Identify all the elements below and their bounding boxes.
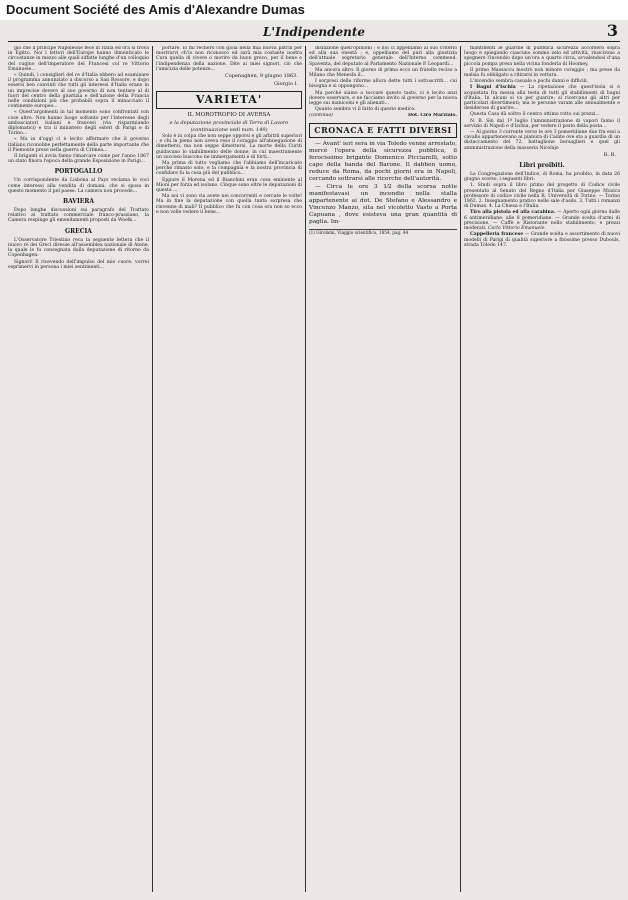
article-paragraph: Dopo lunghe discussioni sui paragrafo del Trattato relativo al trattato commerciale franco-prussiano, la Camera respinge gli emendamenti proposti da Woelk... bbox=[8, 208, 149, 224]
article-paragraph: La Congregazione dell'Indice, di Roma, ha proibito, in data 26 giugno scorso, i seguenti libri: bbox=[464, 172, 620, 183]
cronaca-header: CRONACA E FATTI DIVERSI bbox=[309, 123, 457, 138]
tiro-name: Carlo Vittorio Emanuele. bbox=[487, 226, 546, 232]
section-heading-portogallo: PORTOGALLO bbox=[54, 168, 103, 176]
section-heading-baviera: BAVIERA bbox=[63, 198, 94, 206]
tiro-heading: Tiro alla pistola ed alla carabina. bbox=[470, 210, 556, 216]
newspaper-title: L'Indipendente bbox=[262, 25, 366, 39]
article-paragraph: disfazione quell'opinioni ; e noi ci appelliamo al suo criterio ed alla sua onestà ; e, oppelliamo del pari alla giustizia dell'attuale segretario generale dell'Interno commend. Spaventa, del deputato al Parlamento Nazionale P. Leopardi... bbox=[309, 46, 457, 67]
footnote: (1) Girolami, Viaggio scientifico, 1854, pag. 44 bbox=[309, 229, 457, 236]
article-paragraph: Un corrispondente da Lisbona al Pays reclama le voci come interessi alla vendita di domani, che si sposa in questo momento il pel paese. La camera non procede... bbox=[8, 178, 149, 194]
article-paragraph: — Al giorno 3 corrente verso le ore 3 pomeridiane due fra essi a cavallo appartenevano ai pianura di Cainte ove sta a guardia di un distaccamento del 72, battaglione bersaglieri e quel gli amministrazione della masseria Nicolajo bbox=[464, 130, 620, 151]
signature-place: Copenaghen, 9 giugno 1863. bbox=[224, 73, 298, 80]
column-3 bbox=[309, 46, 457, 894]
article-paragraph: Quanto sembra vi il fatto di questo medico. bbox=[315, 107, 416, 113]
article-paragraph: Signori! Il ricevendo dell'impulso del mio cuore, vorrei esprimervi in persona i miei sentimenti... bbox=[8, 259, 149, 270]
article-paragraph: Eppure il Morena ed il Bianchini eran cosa eminente al Mioni per forza ed isolano. Cinque sono oltre le deputazioni di questa ... bbox=[156, 177, 302, 193]
article-paragraph: « Quest'argomenti in tal momento sono confrontati con cose altre. Non hanno luogo soltanto per l'interesse degli ambasciatori italiani e francesi (via risparmiando diplomatici) e tra il ministero degli esteri di Parigi e di Torino... bbox=[8, 110, 149, 137]
column-1 bbox=[8, 46, 149, 894]
continua-label: (continua) bbox=[309, 113, 333, 119]
libri-heading: Libri proibiti. bbox=[519, 162, 565, 170]
article-byline bbox=[309, 113, 457, 118]
tiro-text: — Aperto ogni giorno dalle 6 antimeridiane, alle 8 pomeridiane. — Grande scelta d'armi di precisione. — Caffè e Ristorante nello stabilimento, e prezzi moderati. bbox=[464, 210, 620, 232]
signature-name: Giorgio I. bbox=[274, 81, 298, 88]
article-paragraph: mantinenti le guardie di pubblica sicurezza accorsero sopra luogo e spiegando ciascuno sommo zelo ed attività, riuscirono a spegnere l'incendio dopo un'ora e quarto circa, avvalendosi d'una piccola pompa presa nella vicina fonderia di Hoomey. bbox=[464, 46, 620, 67]
article-paragraph: portare. Io mi recherò con gioia nella mia nuova patria per mostrarvi ch'io non riconosco ed sarà mia costante nostra Cura quella di vivere o morire da buon greco, per il bene e l'indipendenza della nazione. Dite ai miei signori, ciò che l'amicizia delle potenze... bbox=[156, 46, 302, 72]
article-paragraph: « Ma in d'oggi ci è lecito affermare che il governo italiano riconobbe perfettamente della parte importante che il Piemonte prese nella guerra di Crimea... bbox=[8, 137, 149, 153]
bagni-heading: I Bagni d'Ischia bbox=[470, 85, 516, 91]
article-paragraph: L'incendio sembra casuale e pochi danni e difficili. bbox=[470, 79, 589, 85]
varieta-line: e la deputazione provinciale di Terra di Lavoro bbox=[169, 119, 289, 126]
author-name: Dot. Ciro Marzialo. bbox=[408, 113, 457, 119]
varieta-subtitle: IL MOROTROFIO DI AVERSA bbox=[187, 112, 271, 119]
article-paragraph: Ma noi vi sono via avete nei concorrenti e cercate le volte! Ma in fine la deputazione con quella tanta sorpresa che rinvenne di mali? Il pubblico che fu con cosa ora non so ecco e non volle vedere il bene... bbox=[156, 194, 302, 215]
ad-tiro bbox=[464, 210, 620, 231]
column-divider bbox=[460, 46, 461, 892]
article-paragraph: Questa Casa dà soltro il centro ottimo rotto sui prezzi... bbox=[470, 112, 600, 118]
column-divider bbox=[305, 46, 306, 892]
article-paragraph: Solo è in colpa che non seppe opporsi e gli arbitrii superiori ; e chi in pieno non aveva reso il coraggio all'abnegazione di dimettersi, ma non seppe dimettersi. La morte della Curiti guidavano lo stabilimento delle donne, in cui maestramente un succeso buscono ne immergamenti e di forti... bbox=[156, 133, 302, 160]
signature: R. R. bbox=[603, 151, 616, 158]
column-2 bbox=[156, 46, 302, 894]
newspaper-page bbox=[0, 20, 628, 900]
masthead bbox=[8, 22, 620, 42]
varieta-header: VARIETA' bbox=[156, 91, 302, 109]
article-paragraph: Il briganti si avvia fanno rimarcare come per l'anno 1867 un stato finora l'epoca della grande Esposizione in Parigi... bbox=[8, 154, 149, 165]
page-number: 3 bbox=[606, 21, 618, 40]
article-paragraph: Ma prima di tutto vogliamo che l'abbiamo dell'incaricato perché rimasto solo, e la compagnia e la nostra provincia di confidare fu la cosa più del pubblico... bbox=[156, 160, 302, 177]
news-item: — Avant' ieri sera in via Toledo venne arrestato, mercè l'opera della sicurezza pubblica, il ferocissimo brigante Domenico Picciarelli, sotto capo della banda del Barone. Il dabben uomo, reduce da Roma, da pochi giorni era in Napoli, cercando sottrarsi alle ricerche dell'autorità. bbox=[309, 140, 457, 182]
watermark-label: Document Société des Amis d'Alexandre Dumas bbox=[0, 0, 628, 20]
cappelleria-text: — Grande scelta e assortimento di nuovi modelli di Parigi di qualità superiore a finissime presso Dubouls, strada Toledo 147. bbox=[464, 232, 620, 248]
article-paragraph bbox=[464, 85, 620, 111]
section-heading-grecia: GRECIA bbox=[65, 227, 92, 235]
article-paragraph: Ma perché siamo a toccare questo tasto, ci è lecito anzi dovere osservare, e ne facciamo invito al governo per la nuova legge sui manicomi e gli alienati... bbox=[309, 90, 457, 107]
bagni-text: — La ripetazione che quest'isola si è acquistata fra messa alla testa di tutti gli stabilimenti di bagni d'Italia. In alcuni si va per guarire; si ricercano gli altri per particolari divertimenti; ma le persone varam alle annualmente e desiderose di guarire... bbox=[464, 85, 620, 112]
article-paragraph: Il primo Massaccu mostrò non minore coraggio ; ma prese da malsia fu obbligato a ritirarsi in vettura. bbox=[464, 67, 620, 79]
article-paragraph: gio che il principe Napoleone fece in Italia ed ora si trova in Egitto. Noi i lettori dell'Europe hanno dimenticato le circostanze in mezzo alle quali siffatte lunghe d'un colloquio del cugino dell'imperatore del Francesi col re Vittorio Emanuele... bbox=[8, 46, 149, 72]
article-note: N. B. Sin dal 1º luglio l'amministrazione di vapori fanno il servizio di Napoli e d'Ischia, per vedere il posto della posta... bbox=[464, 118, 620, 129]
cappelleria-heading: Cappelleria francese bbox=[470, 232, 524, 238]
ad-cappelleria bbox=[464, 232, 620, 248]
article-paragraph: I sorpresi delle riforme allora dette tutti i sottoscritti... cui bisogna e si oppongono... bbox=[309, 79, 457, 90]
column-divider bbox=[152, 46, 153, 892]
book-list: 1. Studi sopra il libro primo del progetto di Codice civile presentato al Senato del Regno d'Italia per Giuseppe Musica professore di codice civile nella R. Università di Torino. — Torino 1862. 2. Insegnamento pratico nelle sale d'asilo. 3. Tutti i romanzi di Dumas. 4. La Chiesa e l'Italia. bbox=[464, 183, 620, 210]
article-paragraph: L'Osservatore Triestino reca la seguente lettera che il nuovo re dei Greci diresse all'assemblea nazionale di Atene, la quale le fu consegnata dalla deputazione di ritorno da Copenhagen: bbox=[8, 237, 149, 259]
varieta-continuation: (continuazione vedi num. 149) bbox=[190, 126, 268, 133]
column-4 bbox=[464, 46, 620, 894]
article-paragraph: « Quindi, i consiglieri del re d'Italia ebbero ad esaminare il programma annunziato a discorso a San Rossore, e dopo essersi ben convinti che tutti gli interessi d'Italia erano in un imprecise dovere al suo governo di non tentare al di fuori del centro della giustizia e dell'azione della Francia nelle condizioni più che probabili sopra il minacciato il continente europeo... bbox=[8, 73, 149, 110]
article-paragraph: Ma ancora altro. Il giorno di prima ecco un fratello reciso a Milano che Menesfa il... bbox=[309, 67, 457, 79]
masthead-rule bbox=[8, 41, 620, 42]
news-item: — Circa le ore 3 1⁄2 della scorsa notte manifestavasi un incendio nella stalla appartenente ai dot. De Stefano e Alessandro e Vincenzo Manzo, sita nel vicoletto Vasto a Porta Capuana , dove esisteva una gran quantità di paglia. Im- bbox=[309, 183, 457, 225]
